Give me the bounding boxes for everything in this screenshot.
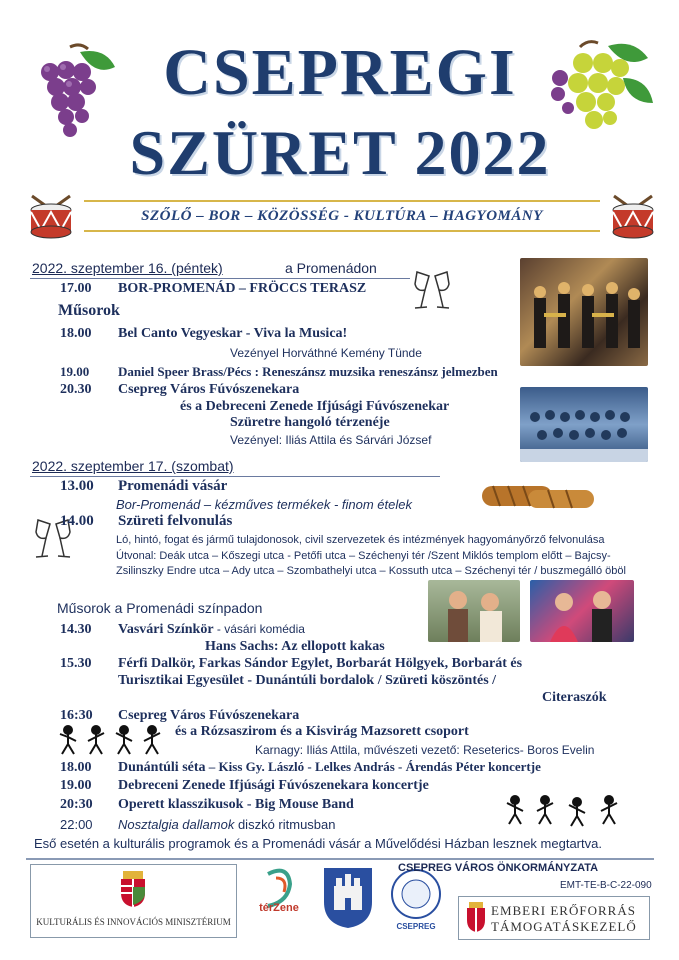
- emberi-line1: EMBERI ERŐFORRÁS: [491, 903, 636, 918]
- day2-date: 2022. szeptember 17. (szombat): [32, 458, 234, 474]
- dancers-right-icon: [505, 794, 630, 830]
- day2-event-desc: Ló, hintó, fogat és jármű tulajdonosok, civil szervezetek és intézmények hagyományőrző felvonulása: [116, 534, 605, 546]
- program-sub-1: Vezényel Horváthné Kemény Tünde: [230, 346, 422, 360]
- drum-left-icon: [26, 192, 76, 240]
- program-row-3c: Szüretre hangoló térzenéje: [230, 415, 390, 430]
- stage-row-4: 18.00 Dunántúli séta – Kiss Gy. László - Lelkes András - Árendás Péter koncertje: [60, 759, 541, 775]
- program-row-1: 18.00 Bel Canto Vegyeskar - Viva la Musica!: [60, 326, 348, 341]
- tagline-rule-bottom: [84, 230, 600, 232]
- stage-row-3b: és a Rózsaszirom és a Kisvirág Mazsorett csoport: [175, 724, 469, 739]
- program-sub-3: Vezényel: Iliás Attila és Sárvári József: [230, 433, 432, 447]
- drum-right-icon: [608, 192, 658, 240]
- stage-row-1: 14.30 Vasvári Színkör - vásári komédia: [60, 622, 305, 637]
- stage-sub-3: Karnagy: Iliás Attila, művészeti vezető: Reseterics- Boros Evelin: [255, 743, 595, 757]
- ministry-label: KULTURÁLIS ÉS INNOVÁCIÓS MINISZTÉRIUM: [36, 917, 231, 927]
- stage-head: Műsorok a Promenádi színpadon: [57, 600, 263, 616]
- stage-row-5: 19.00 Debreceni Zenede Ifjúsági Fúvószenekara koncertje: [60, 778, 429, 793]
- wind-orchestra-photo: [520, 387, 648, 462]
- program-row-3: 20.30 Csepreg Város Fúvószenekara: [60, 382, 300, 397]
- hungary-crest-icon: [465, 902, 487, 934]
- municipality-label: CSEPREG VÁROS ÖNKORMÁNYZATA: [398, 862, 599, 874]
- stage-row-2: 15.30 Férfi Dalkör, Farkas Sándor Egylet, Borbarát Hölgyek, Borbarát és: [60, 656, 523, 671]
- day1-program-head: Műsorok: [58, 302, 120, 319]
- stage-row-2c: Citeraszók: [542, 690, 607, 705]
- program-row-3b: és a Debreceni Zenede Ifjúsági Fúvószenekar: [180, 399, 450, 414]
- day2-route-1: Útvonal: Deák utca – Kőszegi utca - Petőfi utca – Széchenyi tér /Szent Miklós templom előtt – Bajcsy-: [116, 550, 611, 562]
- stage-row-3: 16:30 Csepreg Város Fúvószenekara: [60, 708, 300, 723]
- hungary-coat-of-arms-icon: [117, 869, 149, 909]
- title-line2: SZÜRET 2022: [129, 117, 551, 188]
- emberi-line2: TÁMOGATÁSKEZELŐ: [491, 919, 637, 934]
- stage-row-2b: Turisztikai Egyesület - Dunántúli bordalok / Szüreti köszöntés /: [118, 673, 497, 688]
- day1-event-row: 17.00 BOR-PROMENÁD – FRÖCCS TERASZ: [60, 281, 367, 296]
- day1-underline: [30, 278, 410, 279]
- operetta-photo: [530, 580, 634, 642]
- tagline: SZŐLŐ – BOR – KÖZÖSSÉG - KULTÚRA – HAGYOMÁNY: [141, 208, 543, 224]
- csepreg-seal-label: CSEPREG: [396, 922, 436, 931]
- terzene-logo: [248, 864, 310, 936]
- brass-band-photo: [520, 258, 648, 366]
- chimney-cake-photo: [478, 476, 598, 516]
- tagline-rule-top: [84, 200, 600, 202]
- program-row-2: 19.00 Daniel Speer Brass/Pécs : Reneszánsz muzsika reneszánsz jelmezben: [60, 364, 498, 379]
- dancers-left-icon: [58, 724, 173, 756]
- day2-event-sub-1: Bor-Promenád – kézműves termékek - finom ételek: [116, 497, 412, 512]
- rain-note: Eső esetén a kulturális programok és a Promenádi vásár a Művelődési Házban lesznek megtartva.: [34, 836, 602, 851]
- day2-route-2: Zsilinszky Endre utca – Ady utca – Szombathelyi utca – Kossuth utca – Széchenyi tér / buszmegálló öböl: [116, 565, 626, 577]
- ministry-logo: [30, 864, 237, 938]
- stage-sub-1: Hans Sachs: Az ellopott kakas: [205, 639, 385, 654]
- title-line1: CSEPREGI: [163, 36, 517, 109]
- day2-event-row-2: 14.00 Szüreti felvonulás: [60, 513, 233, 529]
- csepreg-shield-icon: [322, 866, 374, 930]
- stage-row-7: 22:00 Nosztalgia dallamok diszkó ritmusban: [60, 817, 336, 832]
- csepreg-seal-logo: [386, 866, 446, 936]
- footer-divider: [26, 858, 654, 860]
- wine-glasses-icon: [405, 262, 460, 317]
- terzene-label: térZene: [259, 902, 299, 914]
- emberi-eroforras-logo: [458, 896, 650, 940]
- day2-underline: [30, 476, 440, 477]
- day1-date: 2022. szeptember 16. (péntek): [32, 260, 223, 276]
- grant-code: EMT-TE-B-C-22-090: [560, 880, 652, 891]
- stage-row-6: 20:30 Operett klasszikusok - Big Mouse Band: [60, 797, 354, 812]
- day2-event-row-1: 13.00 Promenádi vásár: [60, 478, 228, 494]
- day1-place: a Promenádon: [285, 260, 377, 276]
- theatre-photo: [428, 580, 520, 642]
